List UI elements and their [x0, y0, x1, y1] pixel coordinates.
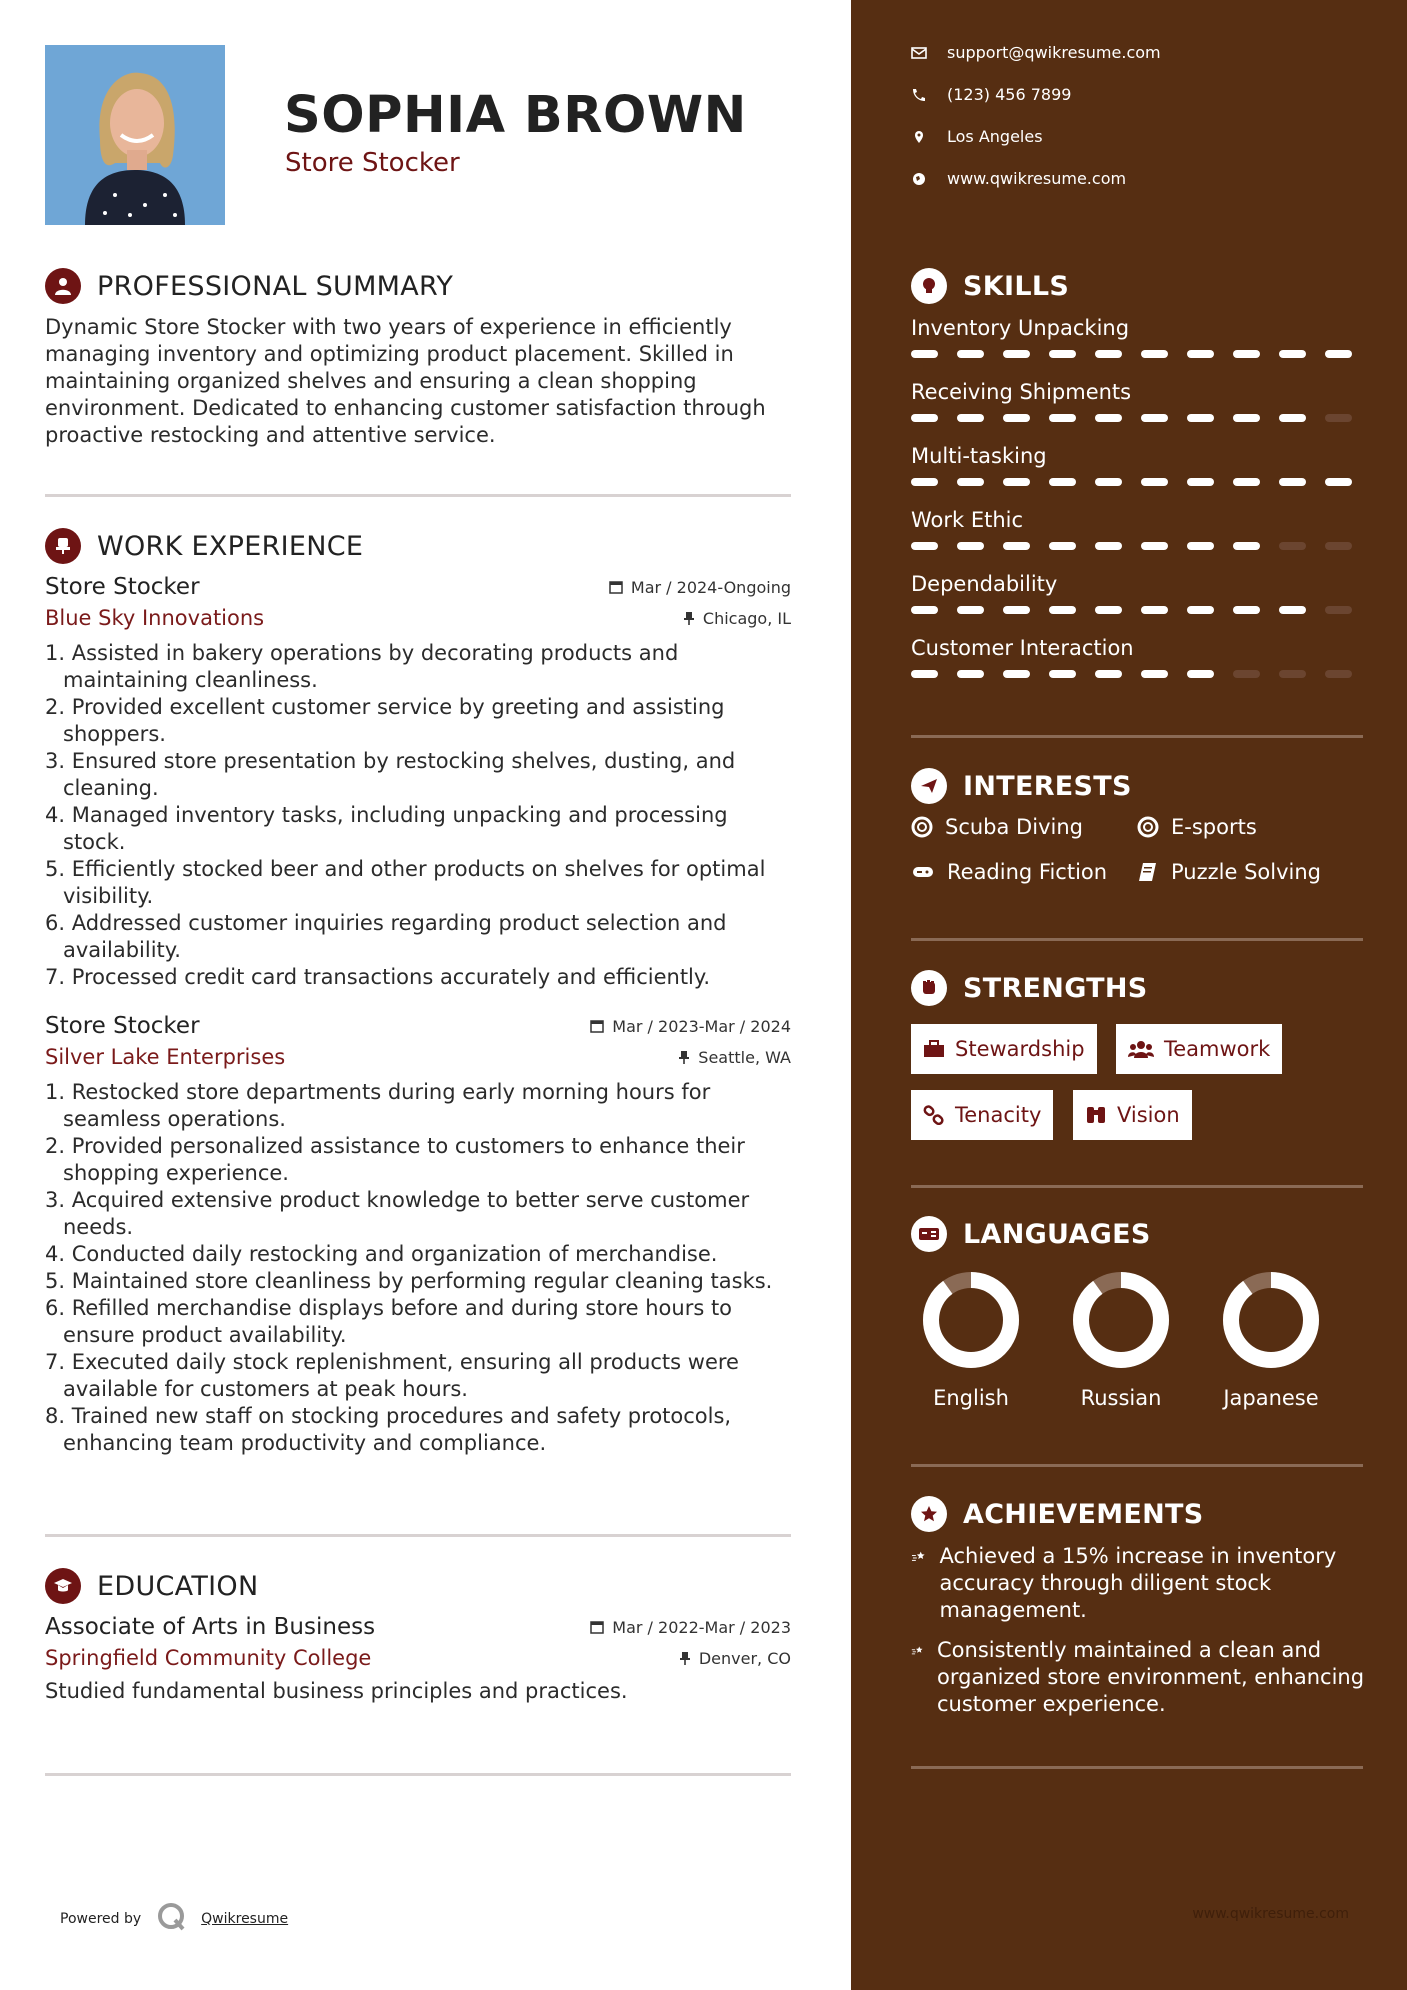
list-item: 7. Executed daily stock replenishment, ensuring all products were available for customers at peak hours. [45, 1350, 739, 1401]
rating-dot-filled [1049, 606, 1076, 614]
calendar-icon [609, 580, 623, 594]
list-item: 6. Addressed customer inquiries regarding product selection and availability. [45, 911, 727, 962]
divider [911, 938, 1363, 941]
rating-dot-filled [1003, 542, 1030, 550]
language-proficiency-ring [1071, 1270, 1171, 1370]
skill-name: Inventory Unpacking [911, 316, 1130, 340]
skill-name: Receiving Shipments [911, 380, 1132, 404]
calendar-icon [590, 1019, 604, 1033]
book-icon [1137, 861, 1159, 883]
education-section [45, 1566, 791, 1705]
interest-item: Puzzle Solving [1137, 860, 1321, 884]
rating-dot-filled [1095, 542, 1122, 550]
interests-header [911, 768, 1132, 804]
job-duties [45, 640, 791, 991]
strength-tag: Teamwork [1116, 1024, 1282, 1074]
rating-dot-filled [1049, 414, 1076, 422]
experience-heading: WORK EXPERIENCE [97, 530, 364, 562]
rating-dot-filled [957, 670, 984, 678]
rating-dot-filled [957, 542, 984, 550]
binoculars-icon [1085, 1105, 1107, 1125]
language-item [1211, 1270, 1331, 1410]
rating-dot-filled [1049, 478, 1076, 486]
rating-dot-filled [911, 670, 938, 678]
rating-dot-filled [911, 414, 938, 422]
job-location: Chicago, IL [683, 609, 791, 628]
rating-dot-empty [1325, 414, 1352, 422]
list-item: 4. Conducted daily restocking and organization of merchandise. [45, 1242, 718, 1266]
rating-dot-filled [1279, 414, 1306, 422]
pin-icon [679, 1651, 691, 1665]
rating-dot-filled [1187, 350, 1214, 358]
language-name: English [933, 1386, 1009, 1410]
divider [45, 494, 791, 497]
candidate-name: SOPHIA BROWN [284, 86, 747, 145]
list-item: 2. Provided personalized assistance to customers to enhance their shopping experience. [45, 1134, 745, 1185]
job-duties [45, 1079, 791, 1457]
education-heading: EDUCATION [97, 1570, 259, 1602]
job-location: Seattle, WA [678, 1048, 791, 1067]
divider [911, 1185, 1363, 1188]
rating-dot-filled [1279, 350, 1306, 358]
education-location: Denver, CO [679, 1649, 791, 1668]
rating-dot-filled [957, 350, 984, 358]
rating-dot-filled [1003, 606, 1030, 614]
qwikresume-link[interactable]: Qwikresume [201, 1911, 289, 1927]
achievement-item [911, 1637, 1371, 1718]
rating-dot-filled [1279, 606, 1306, 614]
ring-fill [1081, 1280, 1161, 1360]
map-pin-icon [911, 130, 927, 144]
rating-dot-filled [911, 606, 938, 614]
shooting-star-icon [911, 1543, 928, 1571]
rating-dot-empty [1325, 670, 1352, 678]
summary-section [45, 266, 791, 449]
globe-icon [911, 172, 927, 186]
rating-dot-filled [1325, 350, 1352, 358]
translate-icon [911, 1216, 947, 1252]
rating-dot-filled [911, 478, 938, 486]
skills-header [911, 268, 1069, 304]
list-item: 1. Assisted in bakery operations by decorating products and maintaining cleanliness. [45, 641, 679, 692]
candidate-title: Store Stocker [285, 148, 460, 178]
skill-item [911, 508, 1371, 550]
rating-dot-filled [911, 542, 938, 550]
job-title: Store Stocker [45, 574, 200, 600]
strength-tag: Tenacity [911, 1090, 1053, 1140]
contact-location: Los Angeles [911, 127, 1043, 146]
list-item: 8. Trained new staff on stocking procedures and safety protocols, enhancing team productivity and compliance. [45, 1404, 732, 1455]
list-item: 6. Refilled merchandise displays before and during store hours to ensure product availability. [45, 1296, 733, 1347]
rating-dot-empty [1279, 542, 1306, 550]
summary-text: Dynamic Store Stocker with two years of experience in efficiently managing inventory and optimizing product placement. Skilled in maintaining organized shelves and ensuring a clean shopping environment. Dedicated to enhancing customer satisfaction through proactive restocking and attentive service. [45, 315, 766, 447]
rating-dot-filled [1233, 478, 1260, 486]
rating-dot-filled [1187, 670, 1214, 678]
job-title: Store Stocker [45, 1013, 200, 1039]
rating-dot-filled [957, 414, 984, 422]
envelope-icon [911, 46, 927, 60]
rating-dot-filled [1141, 606, 1168, 614]
list-item: 5. Maintained store cleanliness by performing regular cleaning tasks. [45, 1269, 773, 1293]
interest-item: Scuba Diving [911, 815, 1083, 839]
contact-phone: (123) 456 7899 [911, 85, 1071, 104]
rating-dot-filled [1141, 478, 1168, 486]
achievement-item [911, 1543, 1371, 1624]
watermark: www.qwikresume.com [1192, 1906, 1349, 1922]
star-icon [911, 1496, 947, 1532]
briefcase-icon [923, 1040, 945, 1058]
life-ring-icon [1137, 816, 1159, 838]
pin-icon [683, 611, 695, 625]
pin-icon [678, 1050, 690, 1064]
divider [911, 1464, 1363, 1467]
list-item: 2. Provided excellent customer service by greeting and assisting shoppers. [45, 695, 725, 746]
rating-dot-filled [1003, 670, 1030, 678]
contact-email: support@qwikresume.com [911, 43, 1161, 62]
skill-name: Customer Interaction [911, 636, 1134, 660]
skill-item [911, 572, 1371, 614]
skill-item [911, 380, 1371, 422]
language-name: Japanese [1223, 1386, 1319, 1410]
strength-tag: Stewardship [911, 1024, 1097, 1074]
achievements-header [911, 1496, 1204, 1532]
education-description: Studied fundamental business principles and practices. [45, 1679, 628, 1703]
summary-heading: PROFESSIONAL SUMMARY [97, 270, 454, 302]
rating-dot-filled [1187, 478, 1214, 486]
company-name: Blue Sky Innovations [45, 606, 265, 630]
rating-dot-filled [1141, 670, 1168, 678]
skill-rating [911, 478, 1371, 486]
list-item: 1. Restocked store departments during early morning hours for seamless operations. [45, 1080, 711, 1131]
powered-by-label: Powered by [60, 1911, 142, 1927]
rating-dot-filled [1233, 414, 1260, 422]
rating-dot-filled [1187, 414, 1214, 422]
shooting-star-icon [911, 1637, 925, 1665]
interest-item: E-sports [1137, 815, 1257, 839]
strength-tag: Vision [1073, 1090, 1192, 1140]
list-item: 3. Ensured store presentation by restocking shelves, dusting, and cleaning. [45, 749, 736, 800]
language-proficiency-ring [921, 1270, 1021, 1370]
rating-dot-filled [1095, 414, 1122, 422]
rating-dot-filled [1049, 670, 1076, 678]
rating-dot-filled [1233, 606, 1260, 614]
user-icon [45, 268, 81, 304]
divider [45, 1773, 791, 1776]
rating-dot-filled [1095, 478, 1122, 486]
interests-heading: INTERESTS [963, 770, 1132, 802]
skill-rating [911, 414, 1371, 422]
list-item: 3. Acquired extensive product knowledge to better serve customer needs. [45, 1188, 750, 1239]
job-entry [45, 574, 791, 991]
language-item [1061, 1270, 1181, 1410]
skill-name: Multi-tasking [911, 444, 1047, 468]
skill-rating [911, 606, 1371, 614]
list-item: 5. Efficiently stocked beer and other products on shelves for optimal visibility. [45, 857, 766, 908]
rating-dot-filled [1003, 350, 1030, 358]
rating-dot-empty [1325, 542, 1352, 550]
rating-dot-filled [1187, 542, 1214, 550]
strengths-header [911, 970, 1148, 1006]
paper-plane-icon [911, 768, 947, 804]
rating-dot-filled [1279, 478, 1306, 486]
education-entry [45, 1614, 791, 1705]
skill-item [911, 316, 1371, 358]
list-item: 4. Managed inventory tasks, including unpacking and processing stock. [45, 803, 728, 854]
rating-dot-filled [957, 606, 984, 614]
contact-website: www.qwikresume.com [911, 169, 1126, 188]
rating-dot-filled [1049, 542, 1076, 550]
divider [911, 1766, 1363, 1769]
ring-fill [931, 1280, 1011, 1360]
fist-icon [911, 970, 947, 1006]
language-name: Russian [1080, 1386, 1162, 1410]
rating-dot-filled [1325, 478, 1352, 486]
skill-item [911, 444, 1371, 486]
languages-header [911, 1216, 1151, 1252]
life-ring-icon [911, 816, 933, 838]
education-dates: Mar / 2022-Mar / 2023 [590, 1618, 791, 1637]
rating-dot-filled [1233, 350, 1260, 358]
link-icon [923, 1105, 945, 1125]
rating-dot-filled [957, 478, 984, 486]
skill-rating [911, 542, 1371, 550]
rating-dot-filled [1141, 542, 1168, 550]
strengths-heading: STRENGTHS [963, 972, 1148, 1004]
skill-rating [911, 670, 1371, 678]
rating-dot-filled [1049, 350, 1076, 358]
job-dates: Mar / 2024-Ongoing [609, 578, 791, 597]
skill-rating [911, 350, 1371, 358]
rating-dot-filled [1095, 350, 1122, 358]
school-name: Springfield Community College [45, 1646, 372, 1670]
language-proficiency-ring [1221, 1270, 1321, 1370]
profile-photo [45, 45, 225, 225]
graduation-cap-icon [45, 1568, 81, 1604]
qwikresume-logo-icon [157, 1902, 187, 1936]
phone-icon [911, 88, 927, 102]
achievement-text: Achieved a 15% increase in inventory accuracy through diligent stock management. [939, 1544, 1337, 1622]
degree: Associate of Arts in Business [45, 1614, 376, 1640]
interest-item: Reading Fiction [911, 860, 1107, 884]
language-item [911, 1270, 1031, 1410]
skill-name: Work Ethic [911, 508, 1024, 532]
achievements-heading: ACHIEVEMENTS [963, 1498, 1204, 1530]
list-item: 7. Processed credit card transactions accurately and efficiently. [45, 965, 710, 989]
rating-dot-filled [1003, 478, 1030, 486]
rating-dot-filled [1141, 350, 1168, 358]
divider [911, 735, 1363, 738]
rating-dot-filled [1095, 606, 1122, 614]
sidebar [851, 0, 1407, 1990]
rating-dot-empty [1325, 606, 1352, 614]
rating-dot-empty [1279, 670, 1306, 678]
rating-dot-filled [1233, 542, 1260, 550]
divider [45, 1534, 791, 1537]
users-icon [1128, 1040, 1154, 1058]
skill-item [911, 636, 1371, 678]
calendar-icon [590, 1620, 604, 1634]
chair-icon [45, 528, 81, 564]
powered-by [60, 1902, 288, 1936]
job-entry [45, 1013, 791, 1457]
rating-dot-filled [1095, 670, 1122, 678]
experience-section [45, 526, 791, 1457]
gamepad-icon [911, 861, 935, 883]
lightbulb-icon [911, 268, 947, 304]
rating-dot-filled [1141, 414, 1168, 422]
skills-heading: SKILLS [963, 270, 1070, 302]
achievement-text: Consistently maintained a clean and organized store environment, enhancing customer experience. [937, 1638, 1365, 1716]
ring-fill [1231, 1280, 1311, 1360]
rating-dot-filled [1003, 414, 1030, 422]
company-name: Silver Lake Enterprises [45, 1045, 286, 1069]
rating-dot-empty [1233, 670, 1260, 678]
job-dates: Mar / 2023-Mar / 2024 [590, 1017, 791, 1036]
skill-name: Dependability [911, 572, 1058, 596]
languages-heading: LANGUAGES [963, 1218, 1151, 1250]
rating-dot-filled [1187, 606, 1214, 614]
rating-dot-filled [911, 350, 938, 358]
